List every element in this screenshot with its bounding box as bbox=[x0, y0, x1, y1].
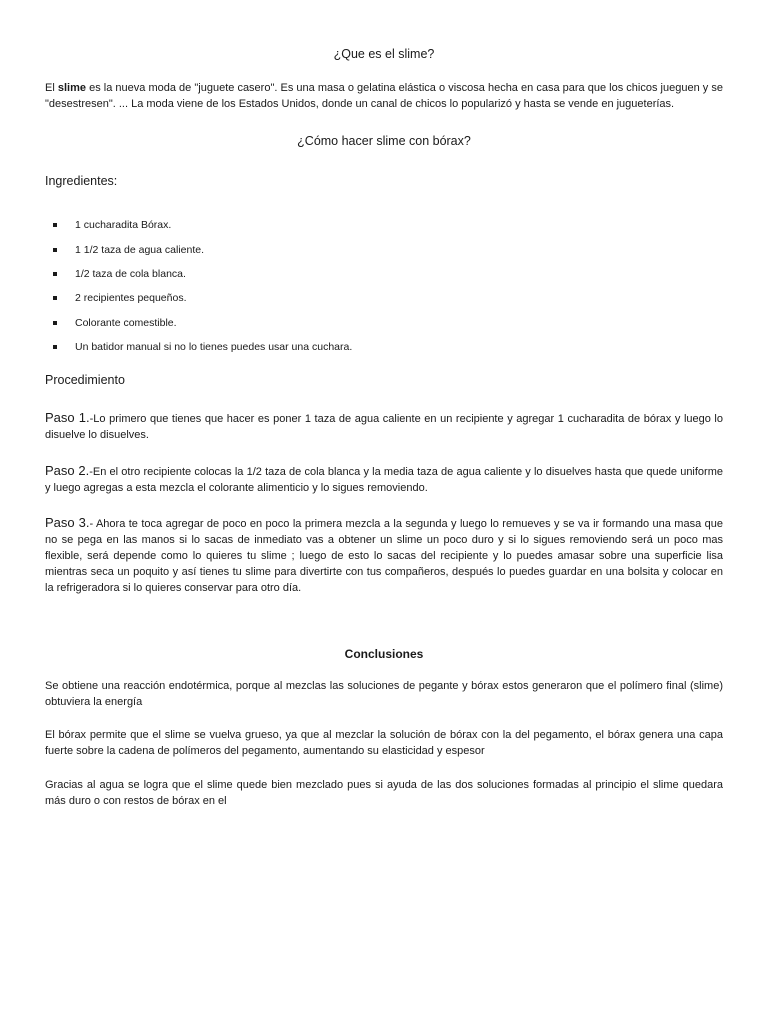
conclusions-title: Conclusiones bbox=[344, 647, 424, 661]
bullet-icon bbox=[53, 223, 57, 227]
step-label: Paso 2. bbox=[45, 463, 90, 478]
list-item bbox=[45, 311, 645, 335]
intro-bold-word: slime bbox=[57, 82, 86, 94]
procedure-heading: Procedimiento bbox=[45, 373, 125, 387]
step-2 bbox=[45, 463, 723, 496]
list-item bbox=[45, 286, 645, 310]
bullet-icon bbox=[53, 345, 57, 349]
section-title-que-es: ¿Que es el slime? bbox=[333, 47, 435, 61]
conclusion-paragraph-3: Gracias al agua se logra que el slime quede bien mezclado pues si ayuda de las dos soluciones formadas al principio el slime quedara más duro o con restos de bórax en el bbox=[45, 779, 723, 807]
step-label: Paso 3. bbox=[45, 515, 90, 530]
ingredient-text: Colorante comestible. bbox=[75, 316, 177, 329]
section-title-como-hacer: ¿Cómo hacer slime con bórax? bbox=[297, 134, 471, 148]
bullet-icon bbox=[53, 321, 57, 325]
ingredient-text: Un batidor manual si no lo tienes puedes usar una cuchara. bbox=[75, 341, 353, 354]
ingredients-list bbox=[45, 213, 645, 359]
intro-paragraph bbox=[45, 80, 723, 112]
intro-after: es la nueva moda de "juguete casero". Es una masa o gelatina elástica o viscosa hecha en casa para que los chicos jueguen y se "desestresen". ... La moda viene de los Estados Unidos, donde un canal de chicos lo popularizó y hasta se vende en jugueterías. bbox=[45, 82, 723, 110]
bullet-icon bbox=[53, 248, 57, 252]
step-text: -En el otro recipiente colocas la 1/2 taza de cola blanca y la media taza de agua caliente y lo disuelves hasta que quede uniforme y luego agregas a esta mezcla el colorante alimenticio y lo sigues removiendo. bbox=[45, 466, 723, 494]
list-item bbox=[45, 213, 645, 237]
bullet-icon bbox=[53, 272, 57, 276]
step-1 bbox=[45, 410, 723, 443]
step-3 bbox=[45, 515, 723, 596]
ingredient-text: 1/2 taza de cola blanca. bbox=[75, 267, 186, 280]
bullet-icon bbox=[53, 296, 57, 300]
conclusion-paragraph-2: El bórax permite que el slime se vuelva grueso, ya que al mezclar la solución de bórax con la del pegamento, el bórax genera una capa fuerte sobre la cadena de polímeros del pegamento, aumentando su elasticidad y espesor bbox=[45, 729, 723, 757]
step-text: -Lo primero que tienes que hacer es poner 1 taza de agua caliente en un recipiente y agregar 1 cucharadita de bórax y luego lo disuelve lo disuelves. bbox=[45, 413, 723, 441]
ingredient-text: 2 recipientes pequeños. bbox=[75, 292, 187, 305]
list-item bbox=[45, 335, 645, 359]
ingredient-text: 1 1/2 taza de agua caliente. bbox=[75, 243, 205, 256]
conclusion-paragraph-1: Se obtiene una reacción endotérmica, porque al mezclas las soluciones de pegante y bórax estos generaron que el polímero final (slime) obtuviera la energía bbox=[45, 680, 723, 708]
step-label: Paso 1. bbox=[45, 410, 90, 425]
intro-before: El bbox=[45, 82, 58, 94]
ingredients-heading: Ingredientes: bbox=[45, 174, 118, 188]
list-item bbox=[45, 237, 645, 261]
ingredient-text: 1 cucharadita Bórax. bbox=[75, 219, 172, 232]
step-text: - Ahora te toca agregar de poco en poco la primera mezcla a la segunda y luego lo remueves y se va ir formando una masa que no se pega en las manos si lo sacas de inmediato vas a obtener un slime un poco duro y si lo sigues removiendo será un poco mas flexible, será depende como lo quieres tu slime ; luego de esto lo sacas del recipiente y lo puedes amasar sobre una superficie lisa mientras seca un poquito y así tienes tu slime para divertirte con tus compañeros, después lo puedes guardar en una bolsita y colocar en la refrigeradora si lo quieres conservar para otro día. bbox=[45, 518, 723, 594]
list-item bbox=[45, 262, 645, 286]
